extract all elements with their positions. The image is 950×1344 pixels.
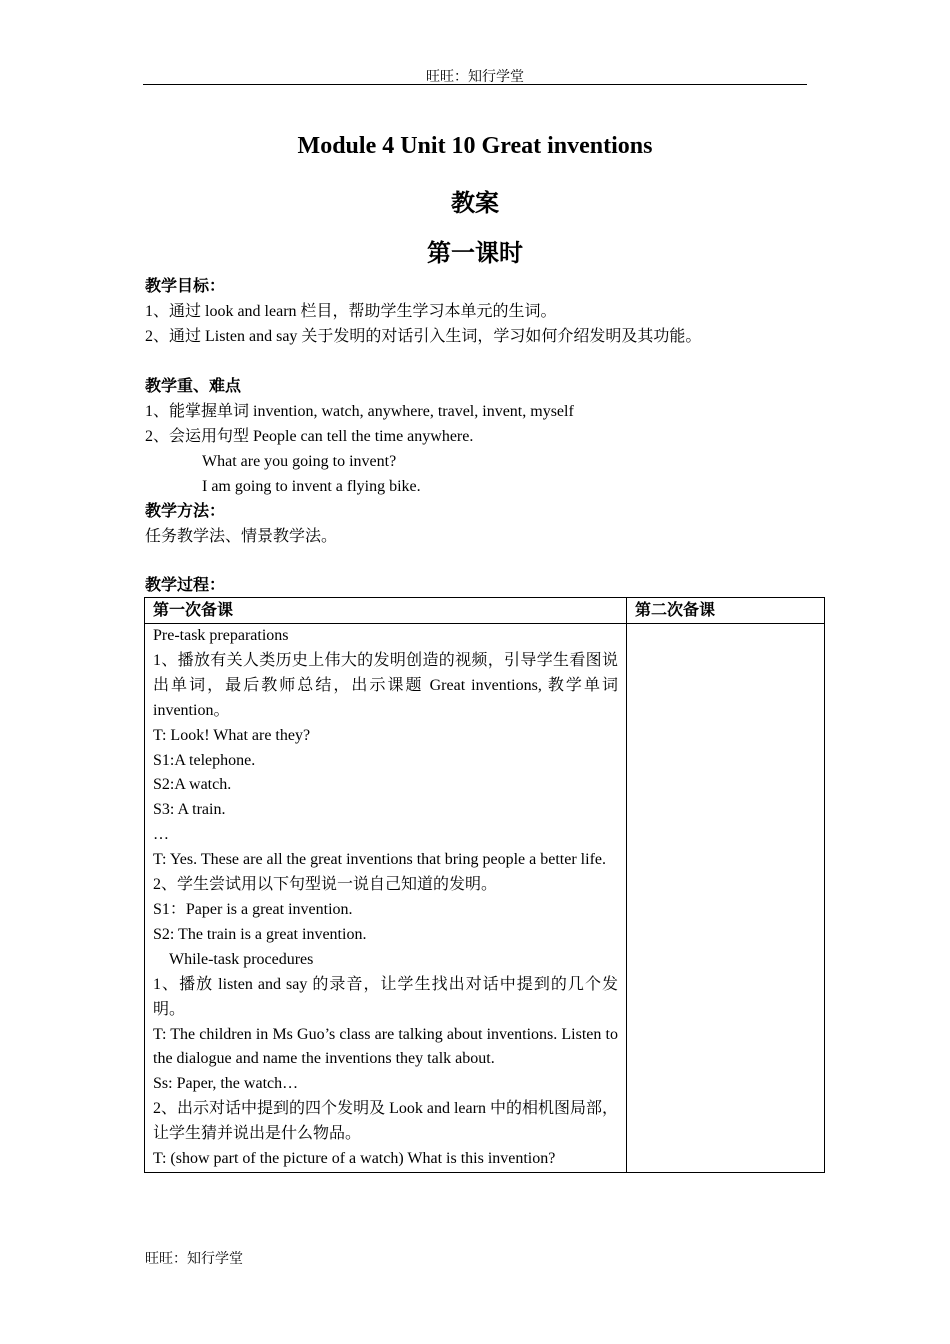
- process-line: 2、出示对话中提到的四个发明及 Look and learn 中的相机图局部，让学生猜并说出是什么物品。: [153, 1100, 618, 1143]
- table-row: [145, 624, 825, 1173]
- document-title: Module 4 Unit 10 Great inventions: [297, 133, 653, 159]
- process-line: T: (show part of the picture of a watch) What is this invention?: [153, 1150, 556, 1168]
- process-line: T: The children in Ms Guo’s class are talking about inventions. Listen to the dialogue and name the inventions they talk about.: [153, 1025, 618, 1068]
- process-heading: 教学过程：: [145, 577, 226, 594]
- objectives-heading: 教学目标：: [145, 278, 226, 295]
- page-footer: 旺旺：知行学堂: [145, 1252, 243, 1267]
- first-prep-cell: [145, 624, 627, 1173]
- key-points-heading: 教学重、难点: [145, 378, 242, 395]
- page-header: 旺旺：知行学堂: [426, 70, 524, 85]
- process-line: S1：Paper is a great invention.: [153, 900, 353, 918]
- second-prep-header: 第二次备课: [627, 598, 825, 624]
- key-point-item: 1、能掌握单词 invention, watch, anywhere, travel, invent, myself: [145, 403, 574, 420]
- process-line: While-task procedures: [169, 950, 314, 968]
- process-line: S2:A watch.: [153, 776, 232, 794]
- document-subtitle: 教案: [451, 191, 499, 217]
- process-line: T: Yes. These are all the great inventions that bring people a better life.: [153, 851, 606, 869]
- objective-item: 1、通过 look and learn 栏目，帮助学生学习本单元的生词。: [145, 303, 557, 320]
- process-line: S2: The train is a great invention.: [153, 925, 367, 943]
- objectives-section: [145, 274, 825, 349]
- first-prep-header: 第一次备课: [145, 598, 627, 624]
- process-line: …: [153, 826, 169, 844]
- table-header-row: [145, 598, 825, 624]
- methods-text: 任务教学法、情景教学法。: [145, 528, 338, 545]
- methods-heading: 教学方法：: [145, 503, 226, 520]
- second-prep-cell: [627, 624, 825, 1173]
- process-line: 1、播放有关人类历史上伟大的发明创造的视频，引导学生看图说出单词，最后教师总结，出示课题 Great inventions, 教学单词 invention。: [153, 651, 618, 719]
- key-point-item: What are you going to invent?: [202, 453, 397, 470]
- process-line: S3: A train.: [153, 801, 226, 819]
- process-line: 2、学生尝试用以下句型说一说自己知道的发明。: [153, 876, 498, 894]
- process-table: [144, 597, 825, 1173]
- process-line: T: Look! What are they?: [153, 726, 311, 744]
- header-divider: [143, 84, 807, 85]
- process-line: Pre-task preparations: [153, 627, 289, 644]
- key-points-section: [145, 374, 825, 549]
- process-heading-block: [145, 573, 825, 598]
- lesson-title: 第一课时: [427, 241, 523, 267]
- key-point-item: I am going to invent a flying bike.: [202, 478, 421, 495]
- process-line: 1、播放 listen and say 的录音，让学生找出对话中提到的几个发明。: [153, 975, 618, 1018]
- objective-item: 2、通过 Listen and say 关于发明的对话引入生词，学习如何介绍发明及其功能。: [145, 328, 702, 345]
- key-point-item: 2、会运用句型 People can tell the time anywhere.: [145, 428, 474, 445]
- process-line: Ss: Paper, the watch…: [153, 1075, 299, 1093]
- process-line: S1:A telephone.: [153, 751, 256, 769]
